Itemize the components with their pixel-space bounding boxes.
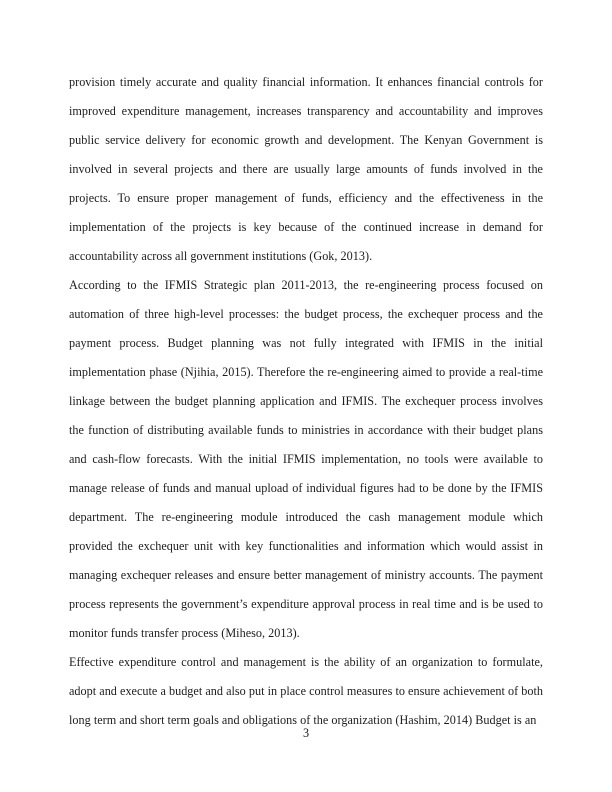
body-paragraph-1: provision timely accurate and quality financial information. It enhances financial controls for improved expenditure management, increases transparency and accountability and improves public service delivery for economic growth and development. The Kenyan Government is involved in several projects and there are usually large amounts of funds involved in the projects. To ensure proper management of funds, efficiency and the effectiveness in the implementation of the projects is key because of the continued increase in demand for accountability across all government institutions (Gok, 2013).: [69, 75, 543, 263]
body-paragraph-3: Effective expenditure control and management is the ability of an organization to formulate, adopt and execute a budget and also put in place control measures to ensure achievement of both long term and short term goals and obligations of the organization (Hashim, 2014) Budget is an: [69, 655, 543, 727]
page-number: 3: [302, 726, 310, 740]
document-body: [69, 68, 543, 735]
body-paragraph-2: According to the IFMIS Strategic plan 2011-2013, the re-engineering process focused on automation of three high-level processes: the budget process, the exchequer process and the payment process. Budget planning was not fully integrated with IFMIS in the initial implementation phase (Njihia, 2015). Therefore the re-engineering aimed to provide a real-time linkage between the budget planning application and IFMIS. The exchequer process involves the function of distributing available funds to ministries in accordance with their budget plans and cash-flow forecasts. With the initial IFMIS implementation, no tools were available to manage release of funds and manual upload of individual figures had to be done by the IFMIS department. The re-engineering module introduced the cash management module which provided the exchequer unit with key functionalities and information which would assist in managing exchequer releases and ensure better management of ministry accounts. The payment process represents the government’s expenditure approval process in real time and is be used to monitor funds transfer process (Miheso, 2013).: [69, 278, 543, 640]
